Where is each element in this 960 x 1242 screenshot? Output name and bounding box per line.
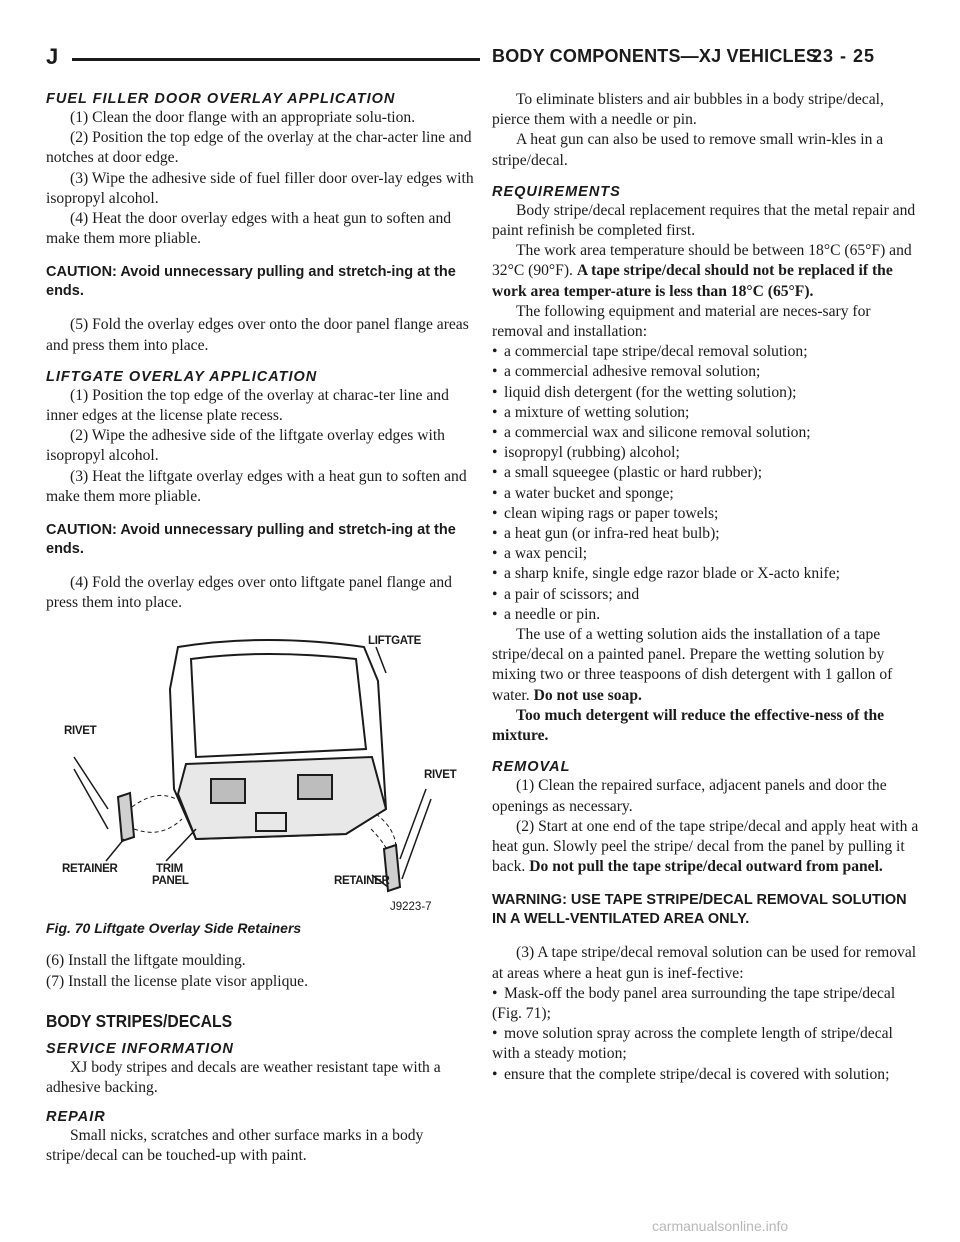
label-rivet-right: RIVET [424,769,457,782]
removal-step-3: (3) A tape stripe/decal removal solution can be used for removal at areas where a heat gun is inef-fective: [492,944,917,982]
list-item: • move solution spray across the complete length of stripe/decal with a steady motion; [492,1025,893,1063]
list-item-text: liquid dish detergent (for the wetting solution); [504,383,797,401]
repair-text: Small nicks, scratches and other surface marks in a body stripe/decal can be touched-up with paint. [46,1127,424,1165]
wetting-text-bold: Do not use soap. [533,686,642,704]
heatgun-text: A heat gun can also be used to remove small wrin-kles in a stripe/decal. [492,131,884,169]
wetting-text [492,625,922,706]
blister-text: To eliminate blisters and air bubbles in a body stripe/decal, pierce them with a needle or pin. [492,91,884,129]
liftgate-step-4: (4) Fold the overlay edges over onto liftgate panel flange and press them into place. [46,574,452,612]
caution-1: CAUTION: Avoid unnecessary pulling and stretch-ing at the ends. [46,264,456,300]
step-6: (6) Install the liftgate moulding. [46,952,246,970]
header-rule [72,58,480,61]
equipment-list [492,342,922,625]
list-item: • a commercial wax and silicone removal solution; [492,424,811,442]
fuel-step-5: (5) Fold the overlay edges over onto the door panel flange areas and press them into place. [46,316,469,354]
requirements-text-3: The following equipment and material are neces-sary for removal and installation: [492,302,871,341]
requirements-text-2-bold: A tape stripe/decal should not be replaced if the work area temper-ature is less than 18°C (65°F). [492,262,893,300]
label-retainer-right: RETAINER [334,875,390,888]
watermark: carmanualsonline.info [652,1218,789,1234]
requirements-text-2-plain: The work area temperature should be between 18°C (65°F) and 32°C (90°F). [492,242,912,280]
list-item: • Mask-off the body panel area surrounding the tape stripe/decal (Fig. 71); [492,984,896,1022]
list-item-text: a needle or pin. [504,605,601,623]
liftgate-illustration [46,629,466,919]
list-item: • liquid dish detergent (for the wetting solution); [492,383,797,401]
list-item: • a commercial tape stripe/decal removal solution; [492,343,808,361]
list-item-text: ensure that the complete stripe/decal is covered with solution; [504,1065,890,1083]
list-item-text: a mixture of wetting solution; [504,403,690,421]
requirements-text-2 [492,241,922,302]
label-panel: PANEL [152,875,189,888]
detergent-text-bold: Too much detergent will reduce the effective-ness of the mixture. [492,706,885,745]
list-item-text: a commercial wax and silicone removal solution; [504,424,811,442]
label-rivet-left: RIVET [64,725,97,738]
fuel-step-1: (1) Clean the door flange with an appropriate solu-tion. [70,109,416,126]
list-item-text: Mask-off the body panel area surrounding the tape stripe/decal (Fig. 71); [492,984,896,1022]
list-item: • a wax pencil; [492,545,588,563]
list-item: • isopropyl (rubbing) alcohol; [492,444,680,462]
list-item: • a water bucket and sponge; [492,484,674,502]
requirements-text-1: Body stripe/decal replacement requires that the metal repair and paint refinish be completed first. [492,201,916,240]
figure-id: J9223-7 [390,901,432,914]
label-liftgate: LIFTGATE [368,635,421,648]
service-text: XJ body stripes and decals are weather resistant tape with a adhesive backing. [46,1058,441,1097]
figure-caption: Fig. 70 Liftgate Overlay Side Retainers [46,920,302,937]
list-item: • a heat gun (or infra-red heat bulb); [492,525,720,543]
removal-step-2-plain: (2) Start at one end of the tape stripe/decal and apply heat with a heat gun. Slowly peel the stripe/ decal from the panel by pulling it back. [492,817,919,876]
heading-requirements: REQUIREMENTS [492,183,621,200]
removal-step-2 [492,817,922,878]
figure-liftgate-retainers [46,629,466,919]
list-item: • clean wiping rags or paper towels; [492,504,719,522]
heading-fuel-filler: FUEL FILLER DOOR OVERLAY APPLICATION [46,91,396,107]
list-item-text: a small squeegee (plastic or hard rubber); [504,464,763,482]
label-retainer-left: RETAINER [62,863,118,876]
fuel-step-3: (3) Wipe the adhesive side of fuel filler door over-lay edges with isopropyl alcohol. [46,169,474,207]
list-item: • ensure that the complete stripe/decal is covered with solution; [492,1065,890,1083]
heading-repair: REPAIR [46,1109,106,1126]
label-trim: TRIM [156,863,183,876]
wetting-text-plain: The use of a wetting solution aids the installation of a tape stripe/decal on a painted panel. Prepare the wetting solution by mixing two or three teaspoons of dish detergent with 1 gallon of water. [492,626,893,704]
right-column [492,90,922,1085]
list-item: • a needle or pin. [492,605,601,623]
liftgate-step-1: (1) Position the top edge of the overlay at charac-ter line and inner edges at the license plate recess. [46,386,449,425]
list-item-text: a pair of scissors; and [504,585,640,603]
header-letter: J [46,44,59,69]
fuel-step-2: (2) Position the top edge of the overlay at the char-acter line and notches at door edge. [46,129,472,167]
caution-2: CAUTION: Avoid unnecessary pulling and stretch-ing at the ends. [46,522,456,558]
list-item-text: a commercial adhesive removal solution; [504,363,761,381]
list-item-text: isopropyl (rubbing) alcohol; [504,444,680,462]
warning: WARNING: USE TAPE STRIPE/DECAL REMOVAL SOLUTION IN A WELL-VENTILATED AREA ONLY. [492,892,907,928]
detergent-text [492,706,922,746]
list-item-text: a commercial tape stripe/decal removal solution; [504,343,808,361]
heading-service-information: SERVICE INFORMATION [46,1040,234,1057]
list-item-text: a water bucket and sponge; [504,484,674,502]
list-item: • a pair of scissors; and [492,585,640,603]
left-column [46,90,476,1167]
page-number: 23 - 25 [812,46,876,66]
liftgate-step-3: (3) Heat the liftgate overlay edges with a heat gun to soften and make them more pliable. [46,467,467,505]
list-item: • a sharp knife, single edge razor blade or X-acto knife; [492,565,840,583]
list-item: • a small squeegee (plastic or hard rubber); [492,464,763,482]
list-item-text: move solution spray across the complete length of stripe/decal with a steady motion; [492,1025,893,1063]
removal-step-1: (1) Clean the repaired surface, adjacent panels and door the openings as necessary. [492,777,887,815]
heading-liftgate-overlay: LIFTGATE OVERLAY APPLICATION [46,368,318,385]
list-item-text: a sharp knife, single edge razor blade or X-acto knife; [504,565,840,583]
liftgate-step-2: (2) Wipe the adhesive side of the liftgate overlay edges with isopropyl alcohol. [46,427,445,465]
list-item-text: a wax pencil; [504,545,588,563]
list-item: • a commercial adhesive removal solution; [492,363,761,381]
removal-step-2-bold: Do not pull the tape stripe/decal outward from panel. [529,858,883,876]
heading-body-stripes: BODY STRIPES/DECALS [46,1010,233,1031]
list-item-text: a heat gun (or infra-red heat bulb); [504,525,720,543]
header-title: BODY COMPONENTS—XJ VEHICLES [492,46,819,66]
step-7: (7) Install the license plate visor applique. [46,972,308,990]
fuel-step-4: (4) Heat the door overlay edges with a heat gun to soften and make them more pliable. [46,210,452,248]
list-item: • a mixture of wetting solution; [492,403,690,421]
heading-removal: REMOVAL [492,759,571,776]
list-item-text: clean wiping rags or paper towels; [504,504,719,522]
